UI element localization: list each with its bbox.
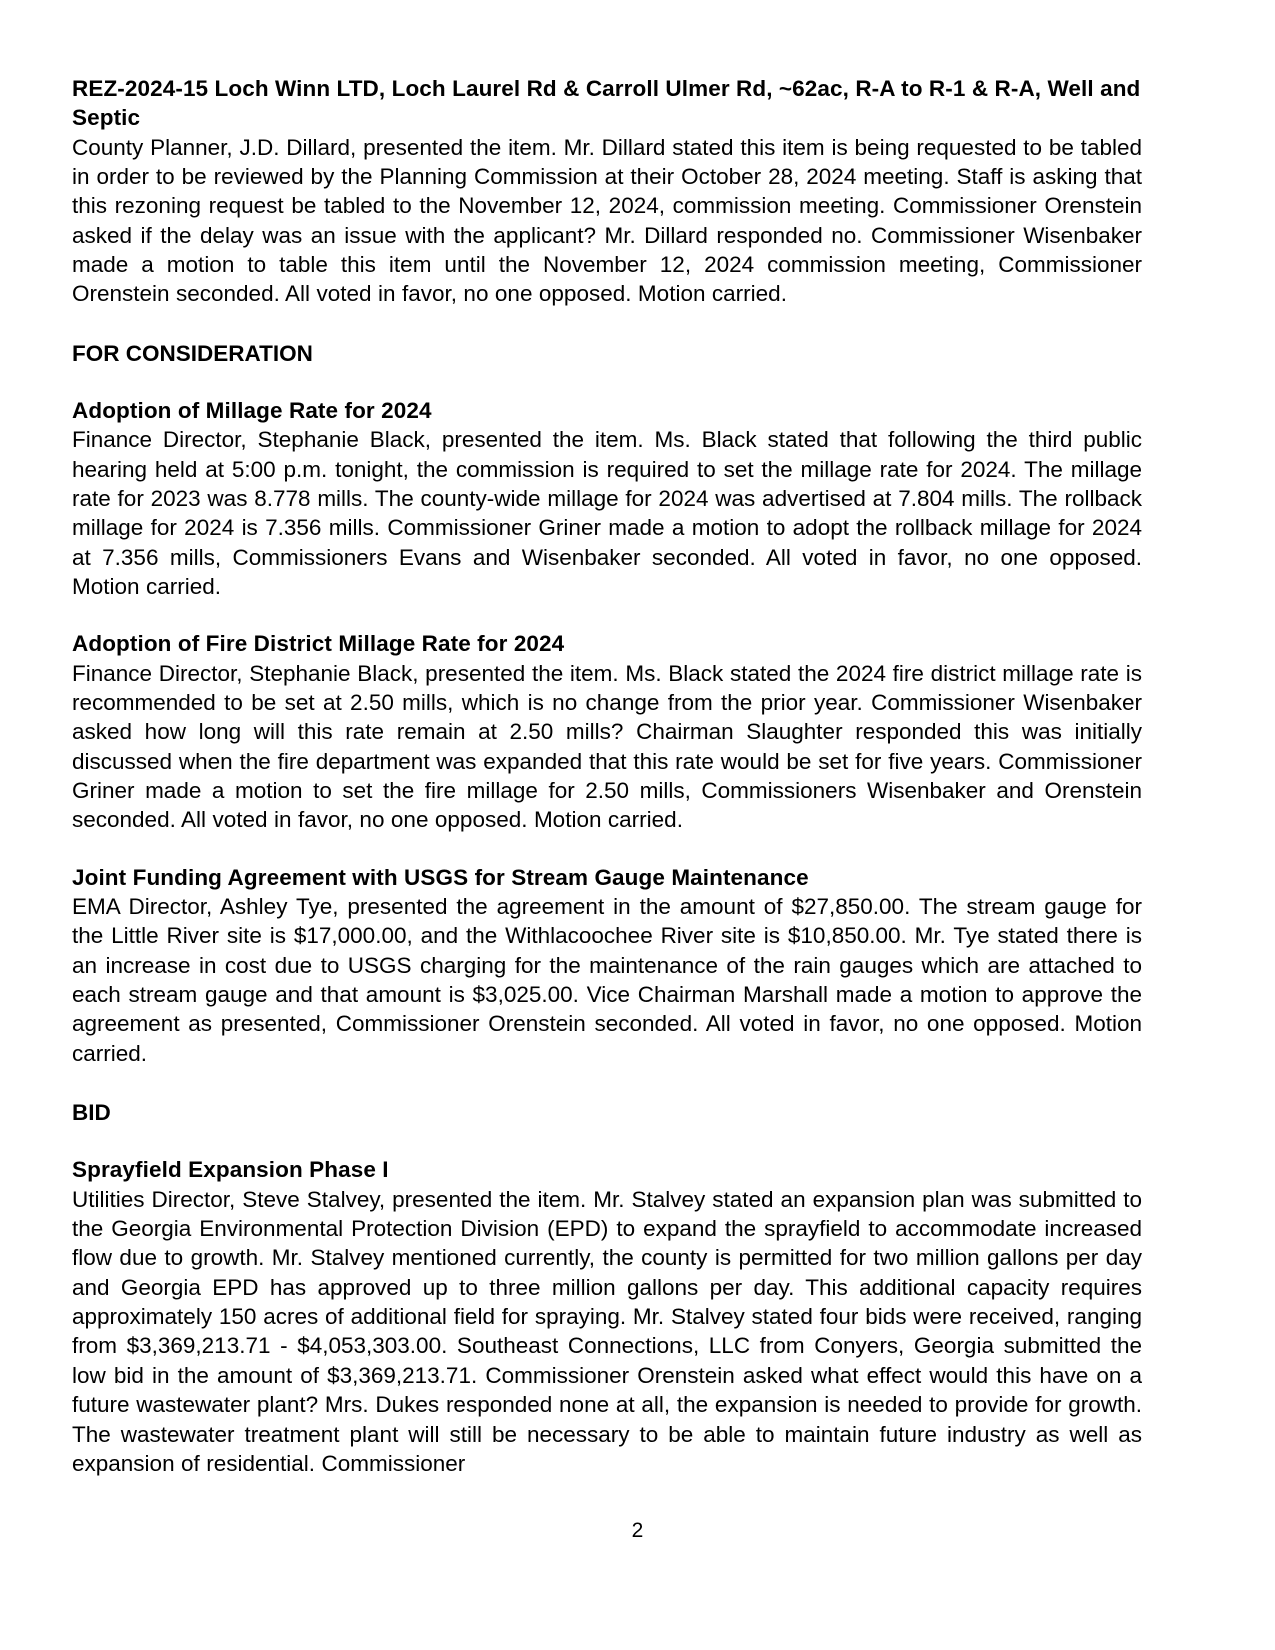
for-consideration-section-label: FOR CONSIDERATION <box>72 340 313 366</box>
rez-item-heading: REZ-2024-15 Loch Winn LTD, Loch Laurel Rd & Carroll Ulmer Rd, ~62ac, R-A to R-1 & R-A, Well and Septic <box>72 76 1141 131</box>
document-body <box>72 74 1142 1478</box>
spacer <box>72 309 1142 339</box>
bid-section-label: BID <box>72 1100 111 1126</box>
spacer <box>72 1068 1142 1098</box>
sprayfield-paragraph: Utilities Director, Steve Stalvey, presented the item. Mr. Stalvey stated an expansion plan was submitted to the Georgia Environmental Protection Division (EPD) to expand the sprayfield to accommodate increased flow due to growth. Mr. Stalvey mentioned currently, the county is permitted for two million gallons per day and Georgia EPD has approved up to three million gallons per day. This additional capacity requires approximately 150 acres of additional field for spraying. Mr. Stalvey stated four bids were received, ranging from $3,369,213.71 - $4,053,303.00. Southeast Connections, LLC from Conyers, Georgia submitted the low bid in the amount of $3,369,213.71. Commissioner Orenstein asked what effect would this have on a future wastewater plant? Mrs. Dukes responded none at all, the expansion is needed to provide for growth. The wastewater treatment plant will still be necessary to be able to maintain future industry as well as expansion of residential. Commissioner <box>72 1186 1142 1476</box>
spacer <box>72 368 1142 396</box>
sprayfield-heading: Sprayfield Expansion Phase I <box>72 1157 389 1183</box>
rez-item-paragraph: County Planner, J.D. Dillard, presented the item. Mr. Dillard stated this item is being requested to be tabled in order to be reviewed by the Planning Commission at their October 28, 2024 meeting. Staff is asking that this rezoning request be tabled to the November 12, 2024, commission meeting. Commissioner Orenstein asked if the delay was an issue with the applicant? Mr. Dillard responded no. Commissioner Wisenbaker made a motion to table this item until the November 12, 2024 commission meeting, Commissioner Orenstein seconded. All voted in favor, no one opposed. Motion carried. <box>72 134 1142 307</box>
usgs-agreement-paragraph: EMA Director, Ashley Tye, presented the agreement in the amount of $27,850.00. The stream gauge for the Little River site is $17,000.00, and the Withlacoochee River site is $10,850.00. Mr. Tye stated there is an increase in cost due to USGS charging for the maintenance of the rain gauges which are attached to each stream gauge and that amount is $3,025.00. Vice Chairman Marshall made a motion to approve the agreement as presented, Commissioner Orenstein seconded. All voted in favor, no one opposed. Motion carried. <box>72 893 1142 1066</box>
spacer <box>72 1127 1142 1155</box>
page-number: 2 <box>631 1519 644 1542</box>
millage-rate-paragraph: Finance Director, Stephanie Black, presented the item. Ms. Black stated that following the third public hearing held at 5:00 p.m. tonight, the commission is required to set the millage rate for 2024. The millage rate for 2023 was 8.778 mills. The county-wide millage for 2024 was advertised at 7.804 mills. The rollback millage for 2024 is 7.356 mills. Commissioner Griner made a motion to adopt the rollback millage for 2024 at 7.356 mills, Commissioners Evans and Wisenbaker seconded. All voted in favor, no one opposed. Motion carried. <box>72 427 1142 599</box>
millage-rate-heading: Adoption of Millage Rate for 2024 <box>72 397 432 423</box>
spacer <box>72 601 1142 629</box>
fire-district-millage-heading: Adoption of Fire District Millage Rate for 2024 <box>72 631 565 657</box>
spacer <box>72 835 1142 863</box>
fire-district-millage-paragraph: Finance Director, Stephanie Black, presented the item. Ms. Black stated the 2024 fire district millage rate is recommended to be set at 2.50 mills, which is no change from the prior year. Commissioner Wisenbaker asked how long will this rate remain at 2.50 mills? Chairman Slaughter responded this was initially discussed when the fire department was expanded that this rate would be set for five years. Commissioner Griner made a motion to set the fire millage for 2.50 mills, Commissioners Wisenbaker and Orenstein seconded. All voted in favor, no one opposed. Motion carried. <box>72 660 1142 833</box>
usgs-agreement-heading: Joint Funding Agreement with USGS for Stream Gauge Maintenance <box>72 864 809 890</box>
